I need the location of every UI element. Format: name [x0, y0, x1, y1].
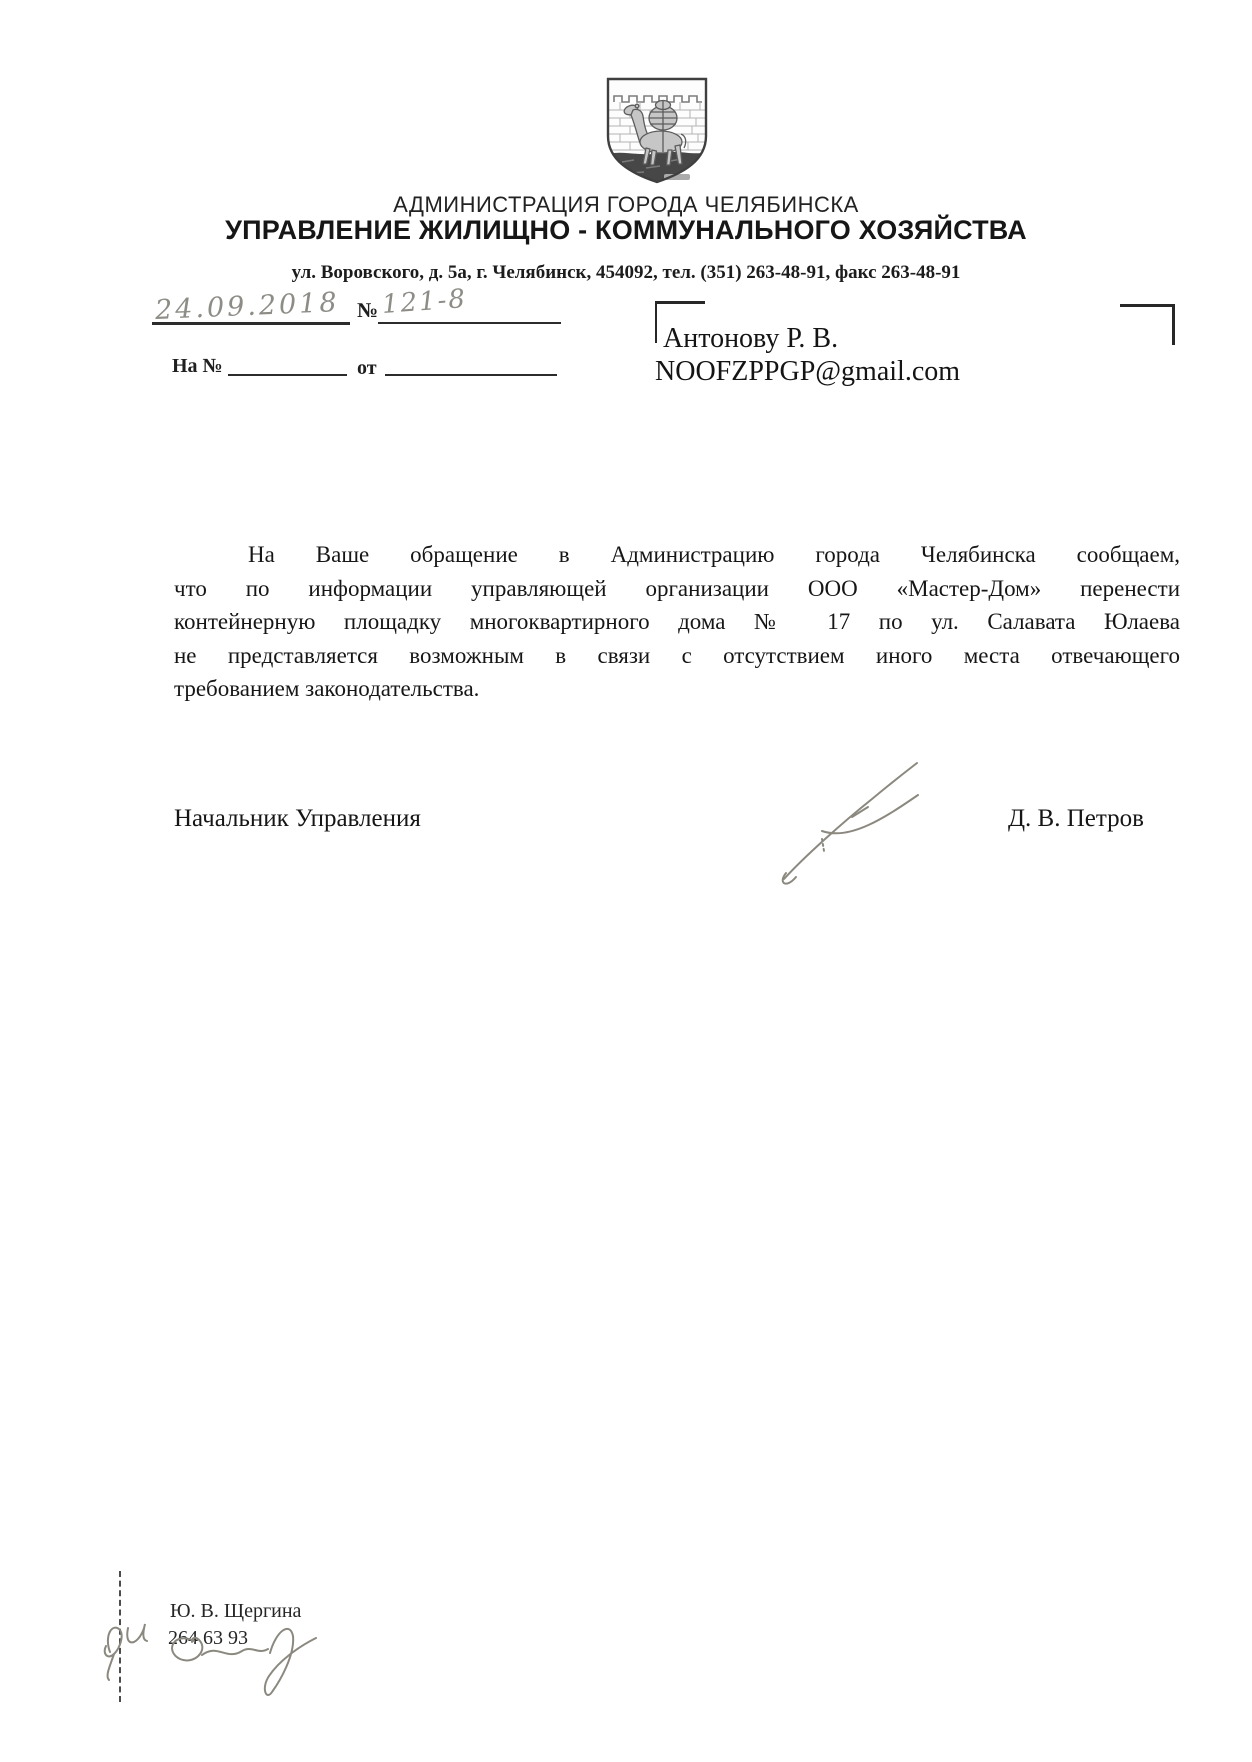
- executor-signature-icon: [158, 1613, 338, 1713]
- body-line: требованием законодательства.: [174, 676, 480, 701]
- reply-number-label: На №: [172, 355, 223, 377]
- margin-handwritten-mark: [90, 1608, 155, 1683]
- date-underline: [152, 322, 350, 325]
- executor-name: Ю. В. Щергина: [170, 1600, 302, 1622]
- handwritten-date: 24.09.2018: [154, 286, 341, 327]
- handwritten-mark-icon: [90, 1608, 155, 1683]
- camel-shield-icon: [602, 76, 712, 186]
- signer-name: Д. В. Петров: [1008, 805, 1144, 832]
- reply-date-label: от: [357, 357, 377, 379]
- org-name-line: УПРАВЛЕНИЕ ЖИЛИЩНО - КОММУНАЛЬНОГО ХОЗЯЙСТВА: [225, 215, 1027, 245]
- recipient-email: NOOFZPPGP@gmail.com: [655, 356, 961, 387]
- org-contacts-line: ул. Воровского, д. 5а, г. Челябинск, 454092, тел. (351) 263-48-91, факс 263-48-91: [291, 262, 961, 283]
- reply-number-underline: [228, 374, 347, 376]
- body-line: На Ваше обращение в Администрацию города Челябинска сообщаем,: [248, 542, 1180, 567]
- number-sign-label: №: [357, 298, 379, 322]
- recipient-corner-right-mark: [1120, 304, 1175, 345]
- signer-position: Начальник Управления: [174, 805, 421, 832]
- recipient-name: Антонову Р. В.: [663, 323, 839, 354]
- org-parent-line: АДМИНИСТРАЦИЯ ГОРОДА ЧЕЛЯБИНСКА: [393, 192, 859, 217]
- body-paragraph: [174, 538, 1180, 706]
- reply-date-underline: [385, 374, 557, 376]
- executor-phone: 264 63 93: [168, 1627, 248, 1649]
- body-line: что по информации управляющей организации ООО «Мастер-Дом» перенести: [174, 575, 1180, 601]
- handwritten-number: 121-8: [381, 284, 468, 320]
- body-line: не представляется возможным в связи с отсутствием иного места отвечающего: [174, 642, 1180, 668]
- signature-scribble-icon: [770, 753, 930, 888]
- coat-of-arms-emblem: [602, 76, 712, 186]
- signer-signature: [770, 753, 930, 888]
- body-line: контейнерную площадку многоквартирного дома № 17 по ул. Салавата Юлаева: [174, 609, 1180, 634]
- executor-signature: [158, 1613, 338, 1713]
- number-underline: [378, 322, 561, 324]
